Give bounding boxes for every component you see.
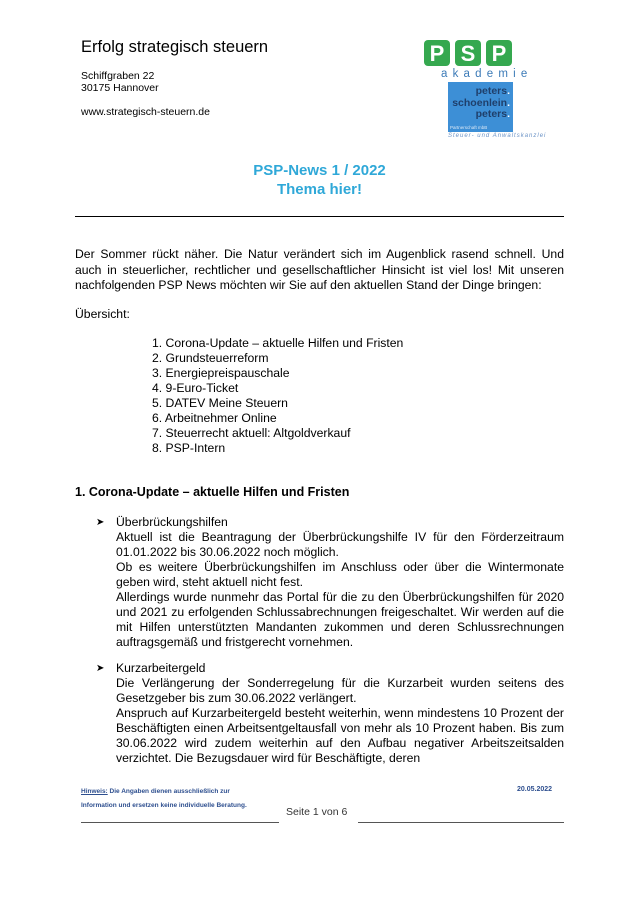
overview-label: Übersicht: bbox=[75, 307, 130, 321]
page-number: Seite 1 von 6 bbox=[286, 806, 348, 818]
title-divider bbox=[75, 216, 564, 217]
footer-hint-text: Die Angaben dienen ausschließlich zur Information und ersetzen keine individuelle Beratung. bbox=[81, 788, 247, 809]
toc-item[interactable]: 5. DATEV Meine Steuern bbox=[152, 396, 288, 410]
body-paragraph: Die Verlängerung der Sonderregelung für die Kurzarbeit wurden seitens des Gesetzgeber bis zum 30.06.2022 verlängert. bbox=[116, 676, 564, 705]
logo-letter-p1: P bbox=[424, 40, 450, 66]
logo-name-2: schoenlein bbox=[452, 96, 508, 109]
arrow-bullet-icon: ➤ bbox=[96, 663, 105, 674]
logo-letter-s: S bbox=[455, 40, 481, 66]
bullet-title-ueberbrueckung: Überbrückungshilfen bbox=[116, 515, 228, 529]
bullet-body-ueberbrueckung bbox=[116, 530, 564, 650]
section-heading: 1. Corona-Update – aktuelle Hilfen und Fristen bbox=[75, 485, 350, 499]
logo-names-box: peters. schoenlein. peters. Partnerschaft mbB bbox=[448, 82, 513, 132]
news-subtitle: Thema hier! bbox=[276, 181, 363, 198]
footer-line-left bbox=[81, 822, 279, 823]
footer-date: 20.05.2022 bbox=[517, 786, 553, 793]
logo-name-1: peters bbox=[475, 85, 508, 97]
logo-letter-p2: P bbox=[486, 40, 512, 66]
body-paragraph: Ob es weitere Überbrückungshilfen im Anschluss oder über die Wintermonate geben wird, steht aktuell nicht fest. bbox=[116, 560, 564, 589]
toc-item[interactable]: 6. Arbeitnehmer Online bbox=[152, 411, 277, 425]
body-paragraph: Allerdings wurde nunmehr das Portal für die zu den Überbrückungshilfen für 2020 und 2021 zu erfolgenden Schlussabrechnungen freigeschaltet. Wir werden auf die mit Hilfen unterstützten Mandanten zukommen und deren Schlussrechnungen auftragsgemäß und fristgerecht vornehmen. bbox=[116, 590, 564, 649]
toc-item[interactable]: 1. Corona-Update – aktuelle Hilfen und Fristen bbox=[152, 336, 404, 350]
body-paragraph: Aktuell ist die Beantragung der Überbrückungshilfe IV für den Förderzeitraum 01.01.2022 bis 30.06.2022 noch möglich. bbox=[116, 530, 564, 559]
footer-hint-label: Hinweis: bbox=[81, 788, 108, 795]
logo-akademie: akademie bbox=[441, 68, 533, 80]
org-name: Erfolg strategisch steuern bbox=[81, 38, 269, 56]
news-title: PSP-News 1 / 2022 bbox=[253, 162, 386, 179]
arrow-bullet-icon: ➤ bbox=[96, 517, 105, 528]
logo-subtext: Partnerschaft mbB bbox=[450, 125, 488, 130]
toc-item[interactable]: 4. 9-Euro-Ticket bbox=[152, 381, 239, 395]
toc-item[interactable]: 7. Steuerrecht aktuell: Altgoldverkauf bbox=[152, 426, 351, 440]
footer-hint bbox=[81, 785, 261, 812]
address-city: 30175 Hannover bbox=[81, 82, 159, 94]
toc-item[interactable]: 8. PSP-Intern bbox=[152, 441, 226, 455]
bullet-body-kurzarbeit bbox=[116, 676, 564, 766]
footer-line-right bbox=[358, 822, 564, 823]
logo-name-3: peters bbox=[475, 108, 508, 120]
logo-tagline: Steuer- und Anwaltskanzlei bbox=[448, 133, 547, 139]
body-paragraph: Anspruch auf Kurzarbeitergeld besteht weiterhin, wenn mindestens 10 Prozent der Beschäftigten einen Arbeitsentgeltausfall von mehr als 10 Prozent haben. Bis zum 30.06.2022 wird zudem weiterhin auf den Aufbau negativer Arbeitszeitsalden verzichtet. Die Bezugsdauer wird für Beschäftigte, deren bbox=[116, 706, 564, 765]
bullet-title-kurzarbeit: Kurzarbeitergeld bbox=[116, 661, 206, 675]
address-street: Schiffgraben 22 bbox=[81, 70, 155, 82]
table-of-contents bbox=[152, 336, 403, 456]
website-link[interactable]: www.strategisch-steuern.de bbox=[81, 106, 210, 118]
toc-item[interactable]: 3. Energiepreispauschale bbox=[152, 366, 290, 380]
intro-paragraph: Der Sommer rückt näher. Die Natur verändert sich im Augenblick rasend schnell. Und auch in steuerlicher, rechtlicher und gesellschaftlicher Hinsicht ist viel los! Mit unseren nachfolgenden PSP News möchten wir Sie auf den aktuellen Stand der Dinge bringen: bbox=[75, 247, 564, 292]
toc-item[interactable]: 2. Grundsteuerreform bbox=[152, 351, 269, 365]
